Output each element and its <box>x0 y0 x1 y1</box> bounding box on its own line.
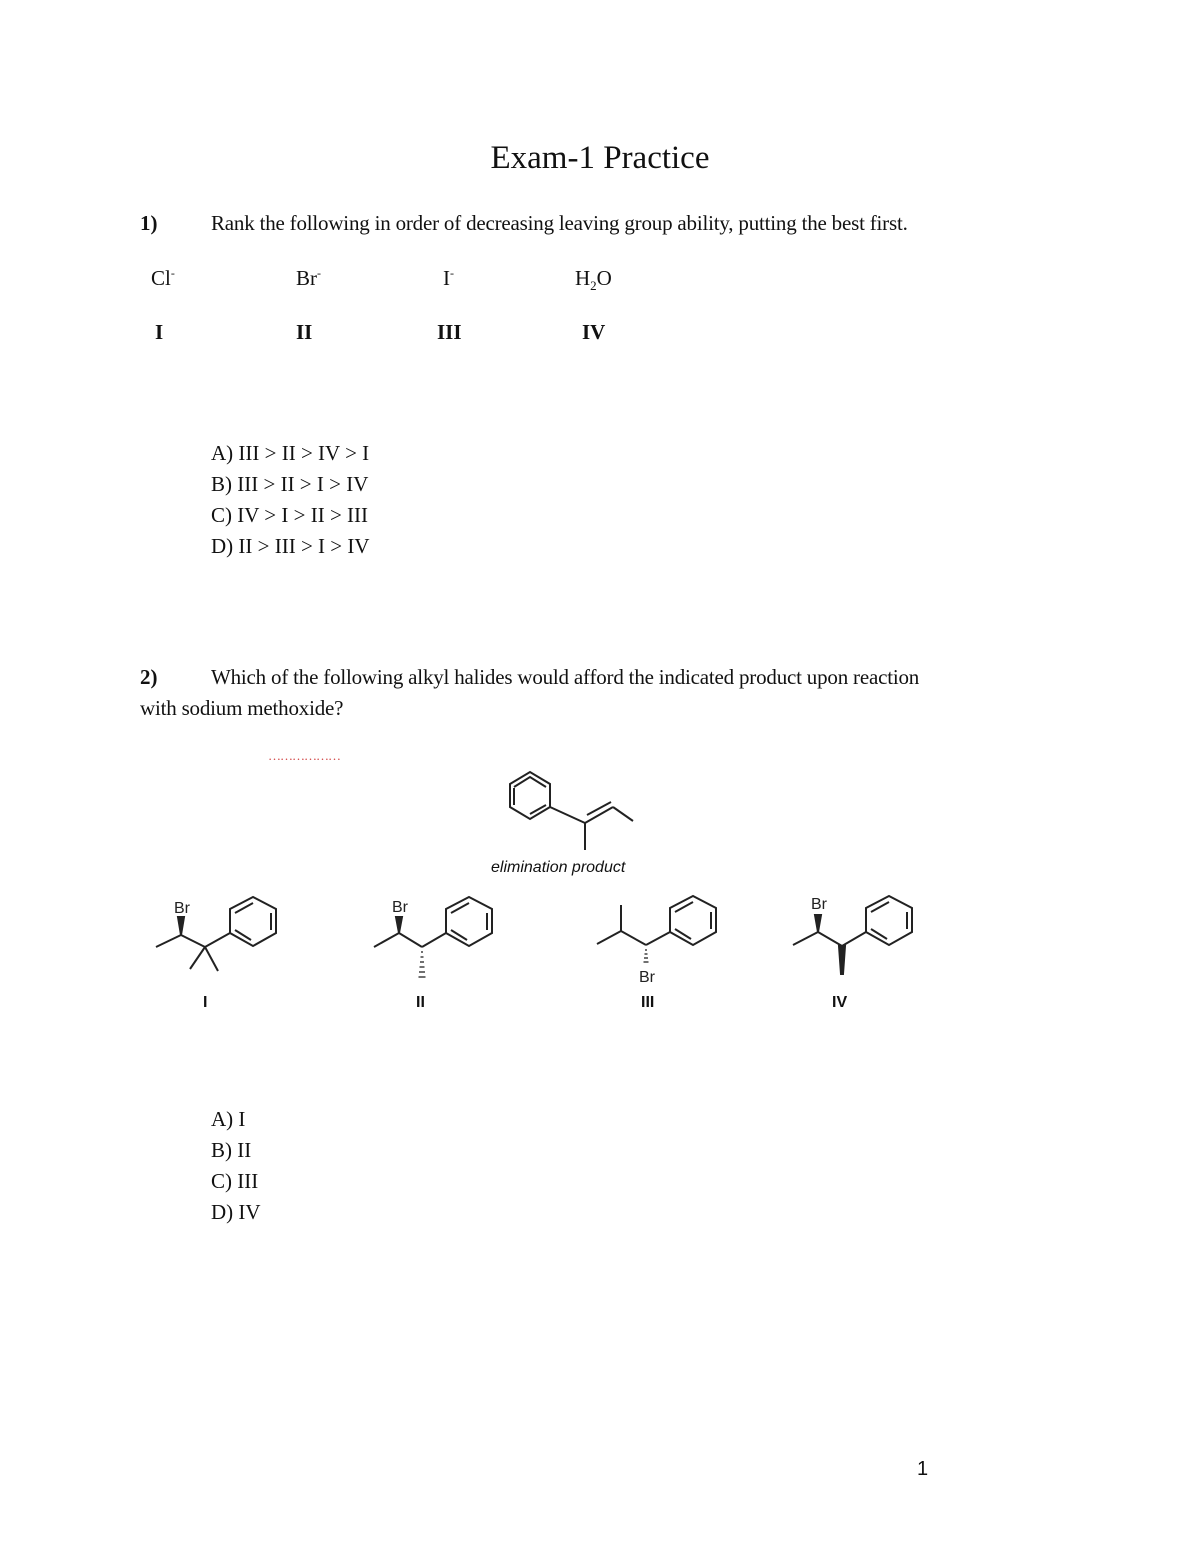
option-d[interactable]: D) IV <box>211 1200 261 1224</box>
option-b[interactable]: B) II <box>211 1138 252 1162</box>
species-charge: - <box>170 266 175 280</box>
bromine-atom: Br <box>174 900 190 917</box>
structure-label-i: I <box>203 994 208 1011</box>
species-formula-tail: O <box>596 266 612 290</box>
elimination-product-structure <box>490 760 680 850</box>
question-2-text-line2: with sodium methoxide? <box>140 696 344 720</box>
species-formula: Cl <box>151 266 171 290</box>
species-charge: - <box>450 266 454 280</box>
question-2-text-line1: Which of the following alkyl halides would afford the indicated product upon reaction <box>211 665 920 689</box>
question-1-number: 1) <box>140 211 158 235</box>
option-b[interactable]: B) III > II > I > IV <box>211 472 369 496</box>
species-charge: - <box>317 266 321 280</box>
benzene-ring <box>670 896 716 945</box>
structure-label-ii: II <box>416 994 425 1011</box>
structure-ii <box>366 895 506 985</box>
species-label-i: I <box>155 320 164 344</box>
structure-label-iv: IV <box>832 994 848 1011</box>
species-iodide <box>443 266 454 291</box>
species-label-iv: IV <box>582 320 606 344</box>
dotted-marker: ……………… <box>268 748 340 763</box>
bromine-atom: Br <box>811 896 827 913</box>
option-c[interactable]: C) IV > I > II > III <box>211 503 369 527</box>
option-a[interactable]: A) III > II > IV > I <box>211 441 370 465</box>
benzene-ring <box>510 772 550 819</box>
bromine-atom: Br <box>639 969 655 986</box>
species-chloride <box>151 266 175 291</box>
species-label-iii: III <box>437 320 462 344</box>
structure-iii <box>590 888 730 998</box>
species-water <box>575 266 612 294</box>
benzene-ring <box>446 897 492 946</box>
product-label: elimination product <box>491 859 626 876</box>
species-bromide <box>296 266 321 291</box>
species-label-ii: II <box>296 320 313 344</box>
option-c[interactable]: C) III <box>211 1169 259 1193</box>
benzene-ring <box>230 897 276 946</box>
structure-i <box>150 895 290 985</box>
page-number: 1 <box>917 1458 929 1480</box>
species-subscript: 2 <box>590 278 597 294</box>
structure-iv <box>785 888 925 988</box>
question-1-options <box>211 438 370 562</box>
bromine-atom: Br <box>392 899 408 916</box>
question-1-text: Rank the following in order of decreasing leaving group ability, putting the best first. <box>211 211 908 235</box>
species-formula: Br <box>296 266 317 290</box>
structure-label-iii: III <box>641 994 655 1011</box>
species-formula: I <box>443 266 450 290</box>
question-2-options <box>211 1104 261 1228</box>
species-formula: H <box>575 266 591 290</box>
option-a[interactable]: A) I <box>211 1107 246 1131</box>
question-2-number: 2) <box>140 665 158 689</box>
page-title: Exam-1 Practice <box>490 140 710 176</box>
benzene-ring <box>866 896 912 945</box>
option-d[interactable]: D) II > III > I > IV <box>211 534 370 558</box>
